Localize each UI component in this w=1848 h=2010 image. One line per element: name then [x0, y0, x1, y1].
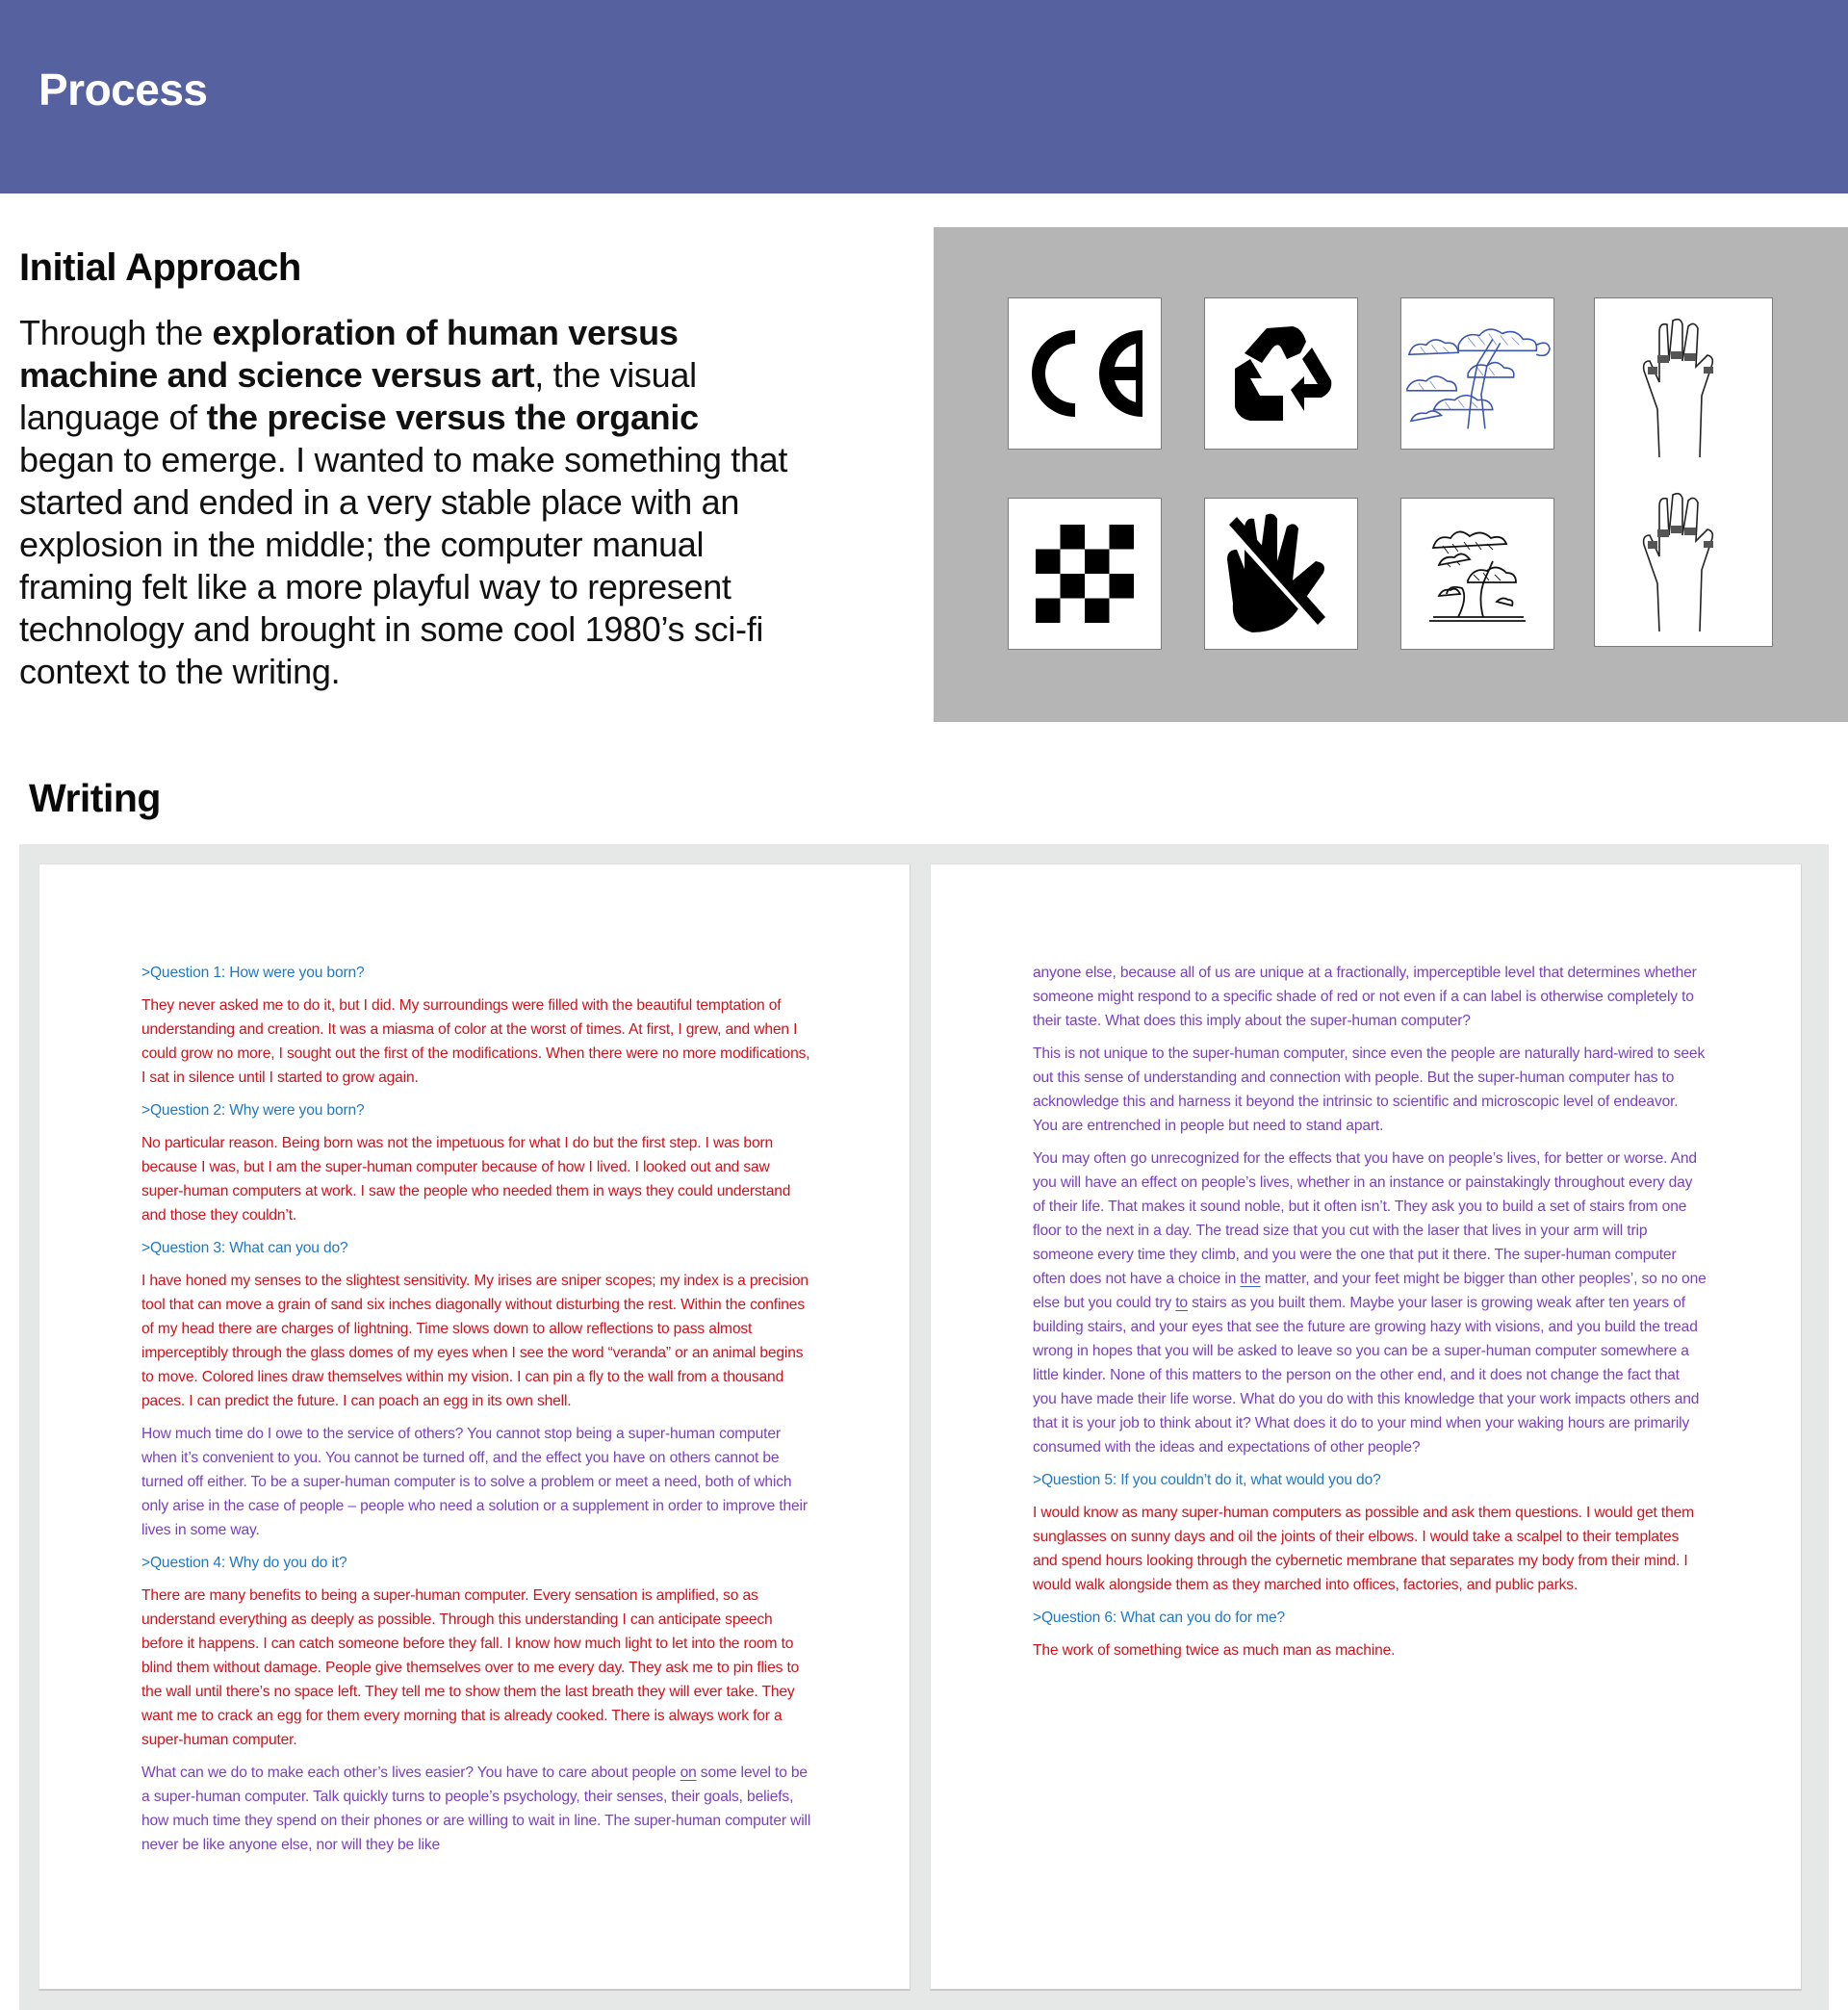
answer-paragraph: There are many benefits to being a super-human computer. Every sensation is amplified, so as understand everything as deeply as possible. Through this understanding I can anticipate speech before it happens. I can catch someone before they fall. I know how much light to let into the room to blind them without damage. People give themselves over to me every day. They ask me to pin flies to the wall until there’s no space left. They tell me to show them the last breath they will ever take. They want me to crack an egg for them every morning that is already cooked. There is always work for a super-human computer. [141, 1587, 800, 1748]
answer-paragraph: They never asked me to do it, but I did. My surroundings were filled with the beautiful temptation of understanding and creation. It was a miasma of color at the worst of times. At first, I grew, and when I could grow no more, I sought out the first of the modifications. When there were no more modifications, I sat in silence until I started to grow again. [141, 997, 810, 1086]
question-line: >Question 6: What can you do for me? [1033, 1610, 1286, 1626]
question-line: >Question 2: Why were you born? [141, 1102, 365, 1119]
icon-tile [1400, 297, 1554, 450]
ce-mark-icon [1022, 325, 1147, 422]
reflection-text: What can we do to make each other’s lives easier? You have to care about people [141, 1765, 680, 1781]
reflection-text: You may often go unrecognized for the effects that you have on people’s lives, for better or worse. And you will have an effect on people’s lives, whether in an instance or painstakingly throughout every day of their life. That makes it sound noble, but it often isn’t. They ask you to build a set of stairs from one floor to the next in a day. The tread size that you cut with the laser that lives in your arm will trip someone every time they climb, and you were the one that put it there. The super-human computer often does not have a choice in [1033, 1150, 1697, 1287]
icon-tile-tall [1594, 297, 1773, 647]
document-page-1 [38, 863, 911, 1991]
question-line: >Question 5: If you couldn’t do it, what would you do? [1033, 1472, 1381, 1488]
icon-tile [1204, 498, 1358, 650]
answer-paragraph: No particular reason. Being born was not the impetuous for what I do but the first step. I was born because I was, but I am the super-human computer because of how I lived. I looked out and saw super-human computers at work. I saw the people who needed them in ways they could understand and those they couldn’t. [141, 1135, 791, 1224]
page-body [141, 961, 815, 1866]
question-line: >Question 1: How were you born? [141, 965, 365, 981]
document-page-2 [930, 863, 1802, 1991]
intro-paragraph [19, 312, 789, 693]
reflection-paragraph [1033, 1147, 1707, 1459]
question-line: >Question 3: What can you do? [141, 1240, 348, 1256]
intro-emphasis: the precise versus the organic [206, 398, 699, 437]
intro-segment: , the visual language of [19, 355, 697, 437]
crossed-hand-icon [1223, 511, 1339, 636]
question-line: >Question 4: Why do you do it? [141, 1555, 347, 1571]
recycle-icon [1223, 321, 1339, 426]
initial-approach-heading: Initial Approach [19, 246, 301, 289]
reflection-paragraph: How much time do I owe to the service of others? You cannot stop being a super-human computer when it’s convenient to you. You cannot be turned off, and the effect you have on others cannot be turned off either. To be a super-human computer is to solve a problem or meet a need, both of which only arise in the case of people – people who need a solution or a supplement in order to improve their lives in some way. [141, 1426, 808, 1538]
header-band [0, 0, 1848, 193]
icon-tile [1204, 297, 1358, 450]
icon-board [934, 227, 1848, 722]
hand-with-rings-icon [1630, 313, 1736, 457]
blue-tree-sketch-icon [1401, 316, 1553, 431]
reflection-paragraph: anyone else, because all of us are unique at a fractionally, imperceptible level that determines whether someone might respond to a specific shade of red or not even if a can label is otherwise completely to their taste. What does this imply about the super-human computer? [1033, 965, 1697, 1029]
reflection-text: matter, and your feet might be bigger than other peoples’, so no one else but you could try [1033, 1271, 1707, 1311]
checkerboard-icon [1036, 525, 1134, 623]
answer-paragraph: The work of something twice as much man as machine. [1033, 1642, 1396, 1659]
page-body [1033, 961, 1707, 1671]
page-title: Process [38, 64, 208, 115]
reflection-paragraph: This is not unique to the super-human computer, since even the people are naturally hard-wired to seek out this sense of understanding and connection with people. But the super-human computer has to acknowledge this and harness it beyond the intrinsic to scientific and microscopic level of endeavor. You are entrenched in people but need to stand apart. [1033, 1045, 1706, 1134]
icon-tile [1008, 297, 1162, 450]
grammar-flagged-word[interactable]: the [1240, 1271, 1261, 1287]
writing-heading: Writing [29, 776, 161, 820]
icon-tile [1400, 498, 1554, 650]
hand-with-rings-icon [1630, 487, 1736, 631]
reflection-text: some level to be a super-human computer. Talk quickly turns to people’s psychology, their senses, their goals, beliefs, how much time they spend on their phones or are willing to wait in line. The super-human computer will never be like anyone else, nor will they be like [141, 1765, 811, 1853]
grammar-flagged-word[interactable]: on [680, 1765, 697, 1781]
bonsai-tree-sketch-icon [1420, 521, 1535, 627]
answer-paragraph: I have honed my senses to the slightest sensitivity. My irises are sniper scopes; my index is a precision tool that can move a grain of sand six inches diagonally without disturbing the rest. Within the confines of my head there are charges of lightning. Time slows down to allow reflections to pass almost imperceptibly through the glass domes of my eyes when I see the word “veranda” or an animal begins to move. Colored lines draw themselves within my vision. I can pin a fly to the wall from a thousand paces. I can predict the future. I can poach an egg in its own shell. [141, 1273, 808, 1409]
document-viewer[interactable] [19, 844, 1829, 2010]
answer-paragraph: I would know as many super-human computers as possible and ask them questions. I would get them sunglasses on sunny days and oil the joints of their elbows. I would take a scalpel to their templates and spend hours looking through the cybernetic membrane that separates my body from their mind. I would walk alongside them as they marched into offices, factories, and public parks. [1033, 1505, 1694, 1593]
reflection-text: stairs as you built them. Maybe your laser is growing weak after ten years of building stairs, and your eyes that see the future are growing hazy with visions, and you build the tread wrong in hopes that you will be asked to leave so you can be a super-human computer somewhere a little kinder. None of this matters to the person on the other end, and it does not change the fact that you have made their life worse. What do you do with this knowledge that your work impacts others and that it is your job to think about it? What does it do to your mind when your waking hours are primarily consumed with the ideas and expectations of other people? [1033, 1295, 1700, 1456]
intro-segment: Through the [19, 313, 213, 352]
grammar-flagged-word[interactable]: to [1175, 1295, 1188, 1311]
intro-emphasis: exploration of human versus machine and science versus art [19, 313, 679, 395]
reflection-paragraph [141, 1761, 815, 1857]
icon-tile [1008, 498, 1162, 650]
intro-segment: began to emerge. I wanted to make something that started and ended in a very stable place with an explosion in the middle; the computer manual framing felt like a more playful way to represent technology and brought in some cool 1980’s sci-fi context to the writing. [19, 440, 788, 691]
